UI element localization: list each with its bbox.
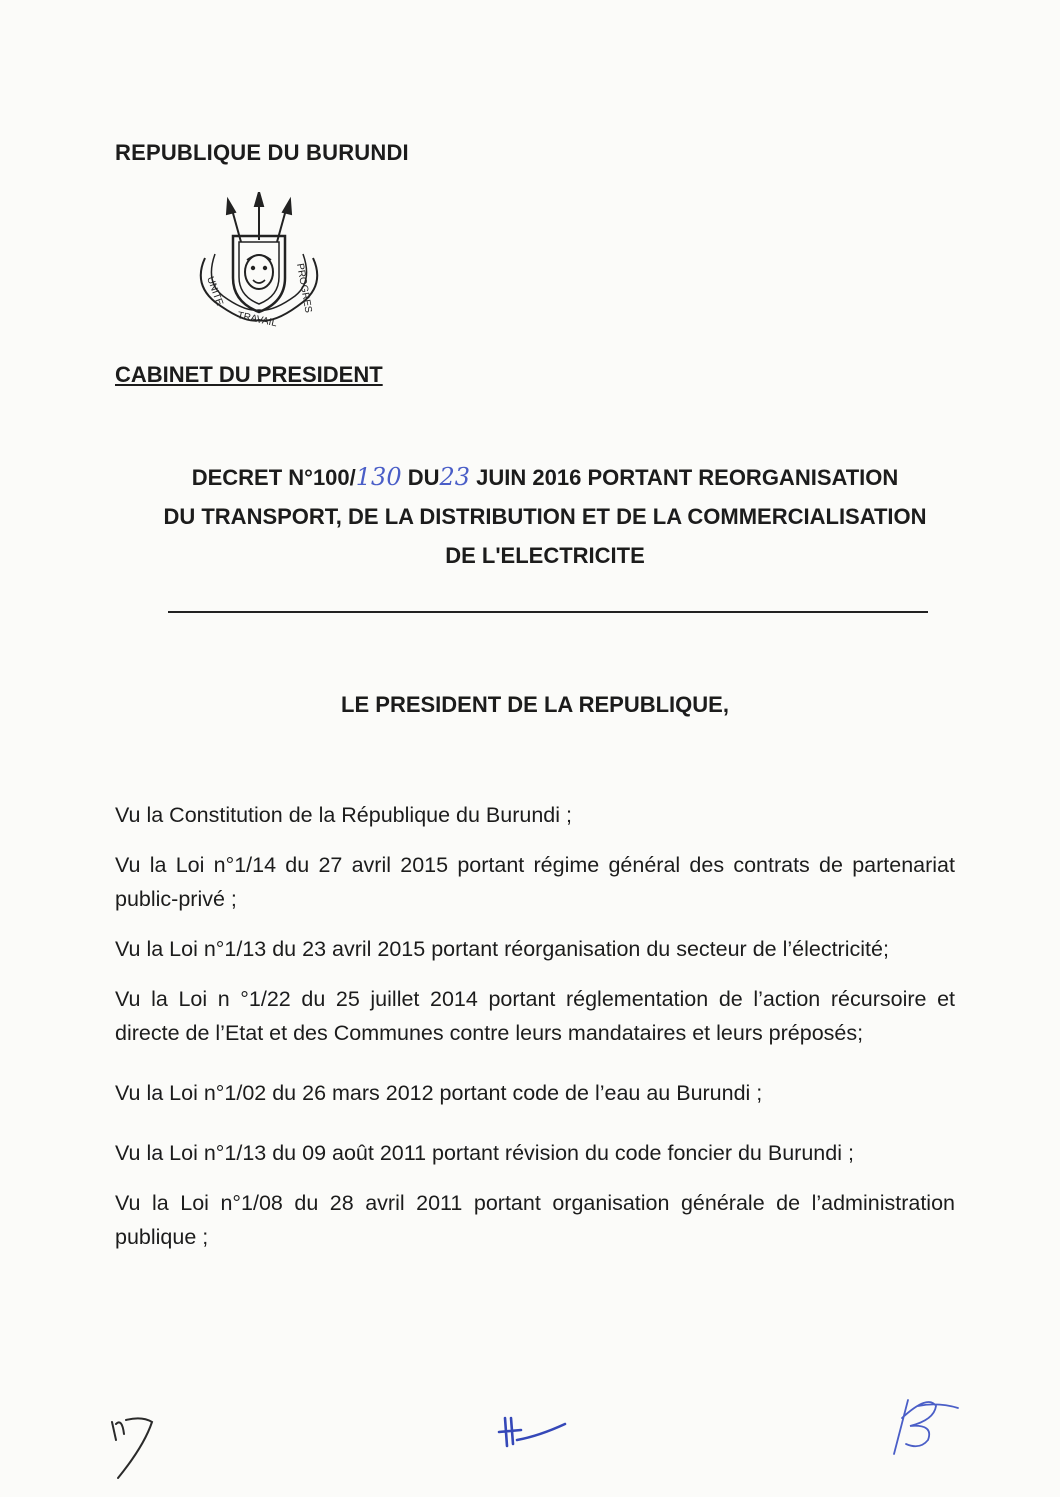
handwritten-initials-left (108, 1412, 168, 1484)
decree-title-line-2: DU TRANSPORT, DE LA DISTRIBUTION ET DE LA COMMERCIALISATION (163, 504, 927, 529)
country-heading: REPUBLIQUE DU BURUNDI (115, 140, 409, 165)
coat-of-arms-emblem (185, 192, 333, 334)
handwritten-decree-number: 130 (355, 463, 402, 491)
consideration-item: Vu la Loi n°1/08 du 28 avril 2011 portant organisation générale de l’administration publique ; (115, 1191, 955, 1249)
consideration-item: Vu la Loi n °1/22 du 25 juillet 2014 portant réglementation de l’action récursoire et directe de l’Etat et des Communes contre leurs mandataires et leurs préposés; (115, 987, 955, 1045)
consideration-item: Vu la Loi n°1/02 du 26 mars 2012 portant code de l’eau au Burundi ; (115, 1081, 763, 1105)
decree-title-line-3: DE L'ELECTRICITE (445, 543, 645, 568)
decree-title (100, 458, 990, 575)
handwritten-initials-right (888, 1388, 966, 1460)
handwritten-decree-day: 23 (439, 463, 471, 491)
consideration-item: Vu la Constitution de la République du Burundi ; (115, 803, 572, 827)
title-divider (168, 611, 928, 613)
motto-right: PROGRES (294, 262, 314, 314)
decree-prefix: DECRET N°100/ (191, 465, 356, 490)
considerations-list (115, 798, 955, 1254)
consideration-item: Vu la Loi n°1/13 du 23 avril 2015 portant réorganisation du secteur de l’électricité; (115, 937, 889, 961)
handwritten-initials-center (495, 1412, 570, 1452)
decree-line-1-rest: JUIN 2016 PORTANT REORGANISATION (470, 465, 899, 490)
motto-bottom: TRAVAIL (236, 310, 278, 330)
office-heading: CABINET DU PRESIDENT (115, 362, 383, 387)
decree-du: DU (407, 465, 440, 490)
president-heading: LE PRESIDENT DE LA REPUBLIQUE, (341, 692, 729, 717)
consideration-item: Vu la Loi n°1/13 du 09 août 2011 portant révision du code foncier du Burundi ; (115, 1141, 854, 1165)
consideration-item: Vu la Loi n°1/14 du 27 avril 2015 portant régime général des contrats de partenariat public-privé ; (115, 853, 955, 911)
motto-left: UNITE (204, 275, 225, 308)
decree-title-line-1 (100, 458, 990, 497)
